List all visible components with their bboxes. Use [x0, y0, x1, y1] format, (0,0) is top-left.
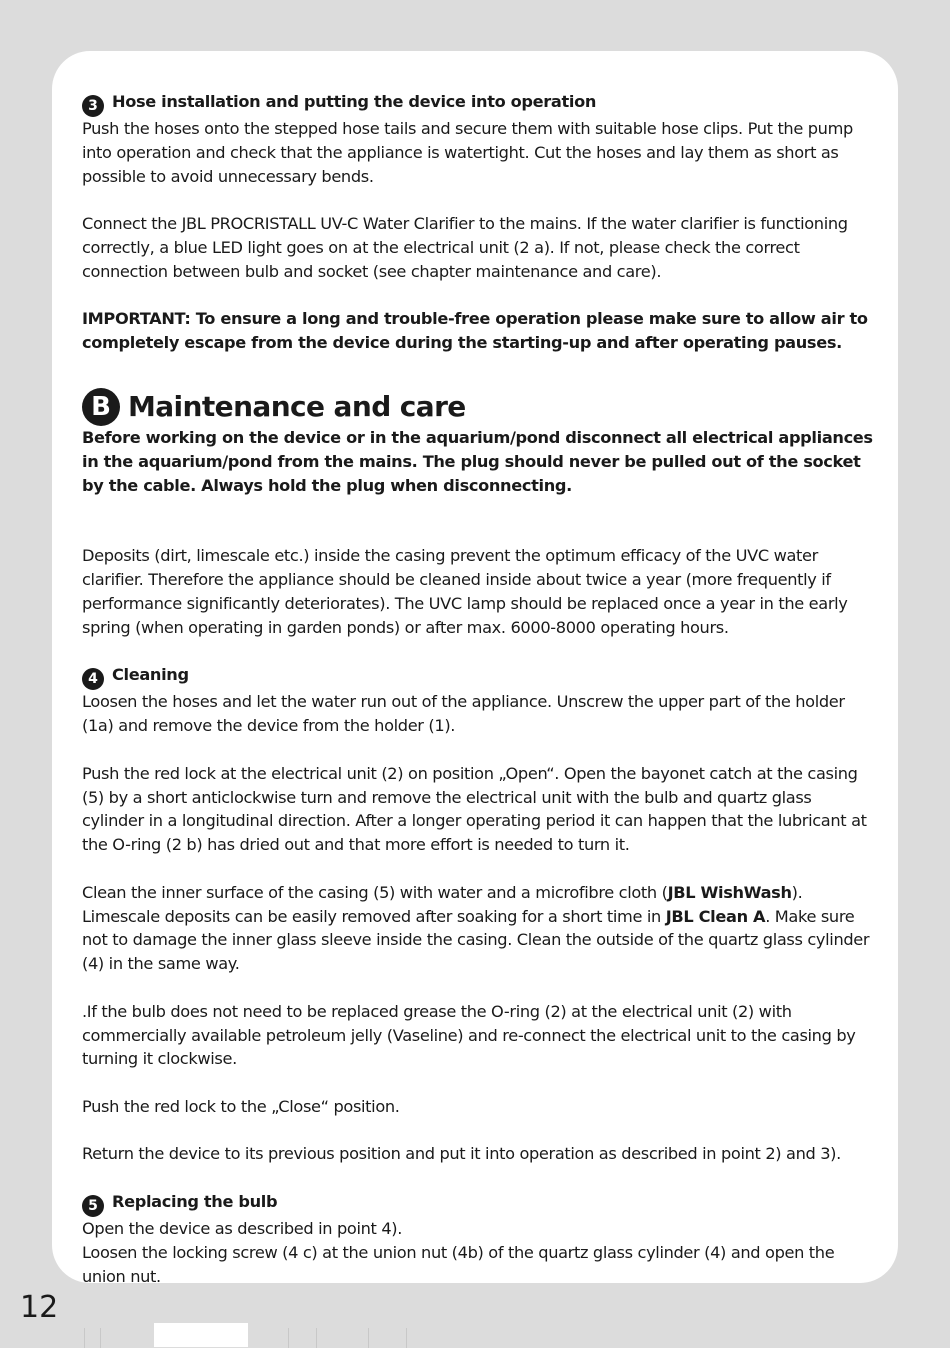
section-b-paragraph-1: Deposits (dirt, limescale etc.) inside the casing prevent the optimum efficacy of the UVC water clarifier. Therefore the appliance should be cleaned inside about twice a year (more frequently if performance significantly deteriorates). The UVC lamp should be replaced once a year in the early spring (when operating in garden ponds) or after max. 6000-8000 operating hours.	[82, 546, 848, 637]
footer-tick	[84, 1328, 85, 1348]
section-4-paragraph-4: .If the bulb does not need to be replaced grease the O-ring (2) at the electrical unit (2) with commercially available petroleum jelly (Vaseline) and re-connect the electrical unit to the casing by turning it clockwise.	[82, 1001, 856, 1069]
section-b-title: Maintenance and care	[128, 389, 466, 423]
section-3-paragraph-2: Connect the JBL PROCRISTALL UV-C Water Clarifier to the mains. If the water clarifier is functioning correctly, a blue LED light goes on at the electrical unit (2 a). If not, please check the correct connection between bulb and socket (see chapter maintenance and care).	[82, 214, 848, 281]
section-4-paragraph-5: Push the red lock to the „Close“ position.	[82, 1096, 400, 1116]
section-5-paragraph-1: Open the device as described in point 4).	[82, 1219, 403, 1239]
section-4-paragraph-6: Return the device to its previous position and put it into operation as described in point 2) and 3).	[82, 1144, 841, 1164]
section-b-heading	[82, 388, 874, 426]
section-5-title: Replacing the bulb	[112, 1192, 278, 1212]
section-3-paragraph-1: Push the hoses onto the stepped hose tails and secure them with suitable hose clips. Put the pump into operation and check that the appliance is watertight. Cut the hoses and lay them as short as possible to avoid unnecessary bends.	[82, 119, 853, 186]
manual-content	[82, 90, 874, 1288]
footer-tick	[406, 1328, 407, 1348]
footer-tab	[154, 1323, 248, 1347]
section-4-heading	[82, 663, 874, 690]
product-wishwash: JBL WishWash	[667, 882, 792, 902]
section-3-title: Hose installation and putting the device into operation	[112, 92, 597, 111]
product-clean-a: JBL Clean A	[665, 906, 766, 926]
number-5-icon: 5	[82, 1195, 104, 1217]
number-4-icon: 4	[82, 668, 104, 690]
section-4-title: Cleaning	[112, 665, 189, 685]
footer-tick	[368, 1328, 369, 1348]
section-5-heading	[82, 1190, 874, 1217]
page-number: 12	[20, 1290, 59, 1325]
section-4-paragraph-3	[82, 881, 874, 976]
footer-tick	[288, 1328, 289, 1348]
section-4-paragraph-2: Push the red lock at the electrical unit (2) on position „Open“. Open the bayonet catch at the casing (5) by a short anticlockwise turn and remove the electrical unit with the bulb and quartz glass cylinder in a longitudinal direction. After a longer operating period it can happen that the lubricant at the O-ring (2 b) has dried out and that more effort is needed to turn it.	[82, 763, 867, 855]
section-4-paragraph-1: Loosen the hoses and let the water run out of the appliance. Unscrew the upper part of the holder (1a) and remove the device from the holder (1).	[82, 692, 845, 736]
paragraph-3-text-a: Clean the inner surface of the casing (5) with water and a microfibre cloth (	[82, 882, 668, 902]
footer-tick	[316, 1328, 317, 1348]
safety-warning: Before working on the device or in the aquarium/pond disconnect all electrical appliances in the aquarium/pond from the mains. The plug should never be pulled out of the socket by the cable. Always hold the plug when disconnecting.	[82, 427, 873, 495]
footer-tick	[100, 1328, 101, 1348]
section-5-paragraph-2: Loosen the locking screw (4 c) at the union nut (4b) of the quartz glass cylinder (4) and open the union nut.	[82, 1242, 835, 1286]
letter-b-icon: B	[82, 388, 120, 426]
paragraph-3-text-c: ). Limescale deposits can be easily removed after soaking for a short time in	[82, 882, 803, 926]
important-note: IMPORTANT: To ensure a long and trouble-free operation please make sure to allow air to completely escape from the device during the starting-up and after operating pauses.	[82, 309, 868, 353]
paragraph-3-text-d: . Make sure not to damage the inner glass sleeve inside the casing. Clean the outside of the quartz glass cylinder (4) in the same way.	[82, 906, 870, 974]
section-3-heading	[82, 90, 874, 117]
number-3-icon: 3	[82, 95, 104, 117]
